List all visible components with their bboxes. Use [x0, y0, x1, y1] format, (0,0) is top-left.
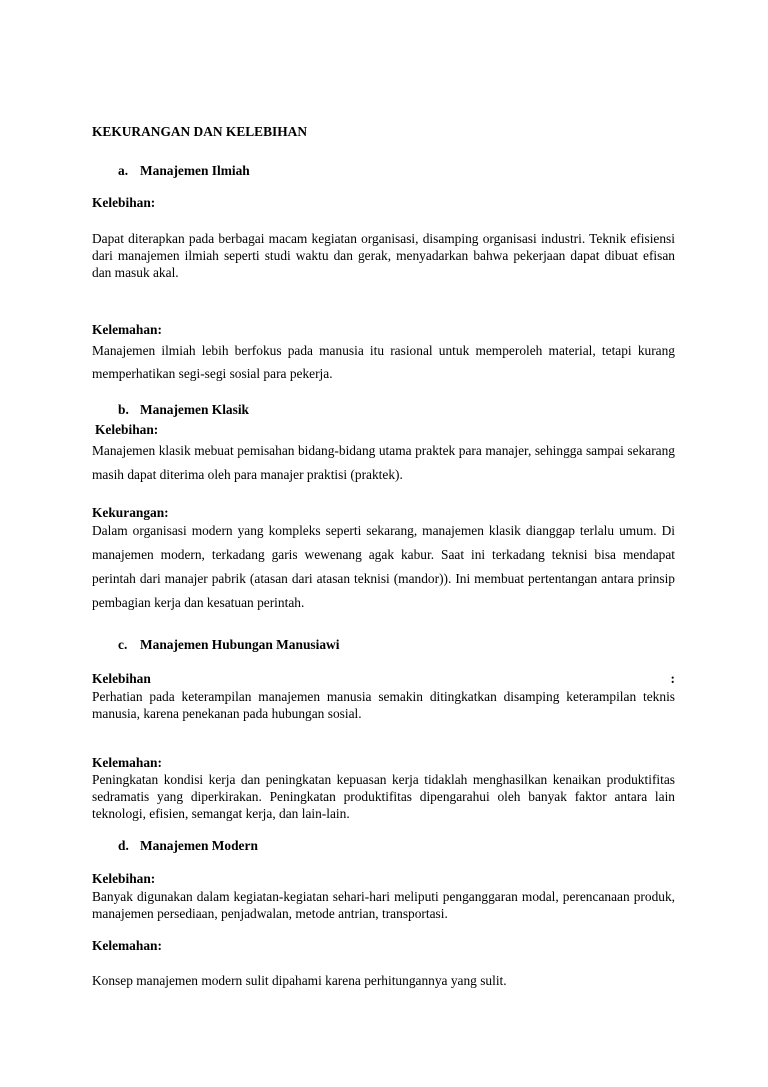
section-title: Manajemen Ilmiah — [140, 163, 250, 178]
section-heading-a — [118, 163, 250, 179]
section-marker: b. — [118, 402, 129, 417]
kelebihan-label: Kelebihan: — [92, 871, 156, 886]
kelebihan-paragraph: Perhatian pada keterampilan manajemen manusia semakin ditingkatkan disamping keterampilan teknis manusia, karena penekanan pada hubungan sosial. — [92, 689, 675, 721]
kelemahan-paragraph: Manajemen ilmiah lebih berfokus pada manusia itu rasional untuk memperoleh material, tetapi kurang memperhatikan segi-segi sosial para pekerja. — [92, 343, 675, 381]
kelemahan-label: Kelemahan: — [92, 755, 162, 770]
section-heading-d — [118, 838, 258, 854]
kelemahan-label: Kelemahan: — [92, 322, 162, 337]
section-marker: a. — [118, 163, 129, 178]
kelemahan-paragraph: Konsep manajemen modern sulit dipahami karena perhitungannya yang sulit. — [92, 973, 507, 988]
kelebihan-label: Kelebihan: — [92, 195, 156, 210]
kelemahan-label: Kelemahan: — [92, 938, 162, 953]
section-marker: d. — [118, 838, 129, 853]
kelebihan-paragraph: Manajemen klasik mebuat pemisahan bidang-bidang utama praktek para manajer, sehingga sampai sekarang masih dapat diterima oleh para manajer praktisi (praktek). — [92, 443, 675, 482]
kekurangan-label: Kekurangan: — [92, 505, 169, 520]
kelebihan-label: Kelebihan: — [95, 422, 159, 437]
kelebihan-colon: : — [670, 671, 675, 686]
document-title: KEKURANGAN DAN KELEBIHAN — [92, 124, 308, 139]
kelemahan-paragraph: Peningkatan kondisi kerja dan peningkatan kepuasan kerja tidaklah menghasilkan kenaikan produktifitas sedramatis yang diperkirakan. Peningkatan produktifitas dipengarahui oleh banyak faktor antara lain teknologi, efisien, semangat kerja, dan lain-lain. — [92, 772, 675, 821]
kelebihan-paragraph: Banyak digunakan dalam kegiatan-kegiatan sehari-hari meliputi penganggaran modal, perencanaan produk, manajemen persediaan, penjadwalan, metode antrian, transportasi. — [92, 889, 675, 921]
section-heading-c — [118, 637, 339, 653]
section-title: Manajemen Klasik — [140, 402, 249, 417]
section-title: Manajemen Modern — [140, 838, 258, 853]
kekurangan-paragraph: Dalam organisasi modern yang kompleks seperti sekarang, manajemen klasik dianggap terlalu umum. Di manajemen modern, terkadang garis wewenang agak kabur. Saat ini terkadang teknisi bisa mendapat perintah dari manajer pabrik (atasan dari atasan teknisi (mandor)). Ini membuat pertentangan antara prinsip pembagian kerja dan kesatuan perintah. — [92, 523, 675, 610]
kelebihan-label: Kelebihan — [92, 671, 151, 686]
section-title: Manajemen Hubungan Manusiawi — [140, 637, 340, 652]
section-heading-b — [118, 402, 249, 418]
kelebihan-paragraph: Dapat diterapkan pada berbagai macam kegiatan organisasi, disamping organisasi industri. Teknik efisiensi dari manajemen ilmiah seperti studi waktu dan gerak, menyadarkan bahwa pekerjaan dapat dibuat efisan dan masuk akal. — [92, 231, 675, 280]
section-marker: c. — [118, 637, 128, 652]
kelebihan-label-row — [92, 671, 675, 687]
